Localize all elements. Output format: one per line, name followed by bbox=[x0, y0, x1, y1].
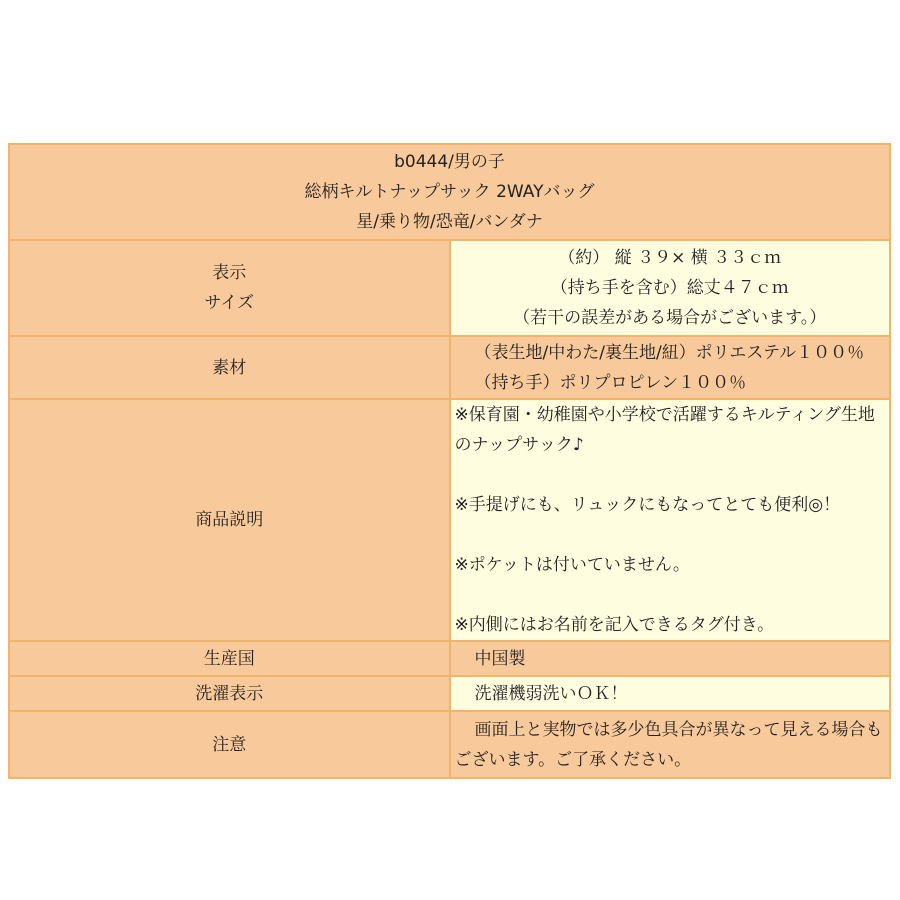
description-item: ※ポケットは付いていません。 bbox=[454, 555, 690, 575]
origin-row bbox=[9, 641, 890, 676]
size-dimensions: （約） 縦 ３９× 横 ３３ｃｍ bbox=[558, 248, 782, 268]
description-value bbox=[450, 399, 891, 641]
size-label: 表示 サイズ bbox=[9, 240, 450, 336]
description-item: ※内側にはお名前を記入できるタグ付き。 bbox=[454, 615, 775, 635]
origin-label: 生産国 bbox=[9, 641, 450, 676]
size-row bbox=[9, 240, 890, 336]
caution-row bbox=[9, 711, 890, 778]
size-total-length: （持ち手を含む）総丈４７ｃｍ bbox=[550, 278, 789, 298]
title-row bbox=[9, 144, 890, 240]
size-tolerance-note: （若干の誤差がある場合がございます。） bbox=[513, 308, 827, 328]
material-handle: （持ち手）ポリプロピレン１００％ bbox=[474, 372, 747, 393]
washing-value: 洗濯機弱洗いＯＫ！ bbox=[450, 676, 891, 711]
material-row bbox=[9, 336, 890, 399]
description-row bbox=[9, 399, 890, 641]
material-body: （表生地/中わた/裏生地/紐）ポリエステル１００％ bbox=[474, 342, 865, 363]
washing-label: 洗濯表示 bbox=[9, 676, 450, 711]
product-spec-table bbox=[8, 143, 891, 779]
caution-value: 画面上と実物では多少色具合が異なって見える場合もございます。ご了承ください。 bbox=[450, 711, 891, 778]
origin-value: 中国製 bbox=[450, 641, 891, 676]
description-label: 商品説明 bbox=[9, 399, 450, 641]
material-value bbox=[450, 336, 891, 399]
product-code: b0444/男の子 bbox=[394, 152, 505, 172]
product-patterns: 星/乗り物/恐竜/バンダナ bbox=[356, 212, 543, 232]
product-title bbox=[9, 144, 890, 240]
description-item: ※保育園・幼稚園や小学校で活躍するキルティング生地のナップサック♪ bbox=[454, 405, 875, 455]
product-name: 総柄キルトナップサック 2WAYバッグ bbox=[304, 182, 595, 202]
size-value bbox=[450, 240, 891, 336]
description-item: ※手提げにも、リュックにもなってとても便利◎！ bbox=[454, 495, 841, 515]
material-label: 素材 bbox=[9, 336, 450, 399]
washing-row bbox=[9, 676, 890, 711]
caution-label: 注意 bbox=[9, 711, 450, 778]
